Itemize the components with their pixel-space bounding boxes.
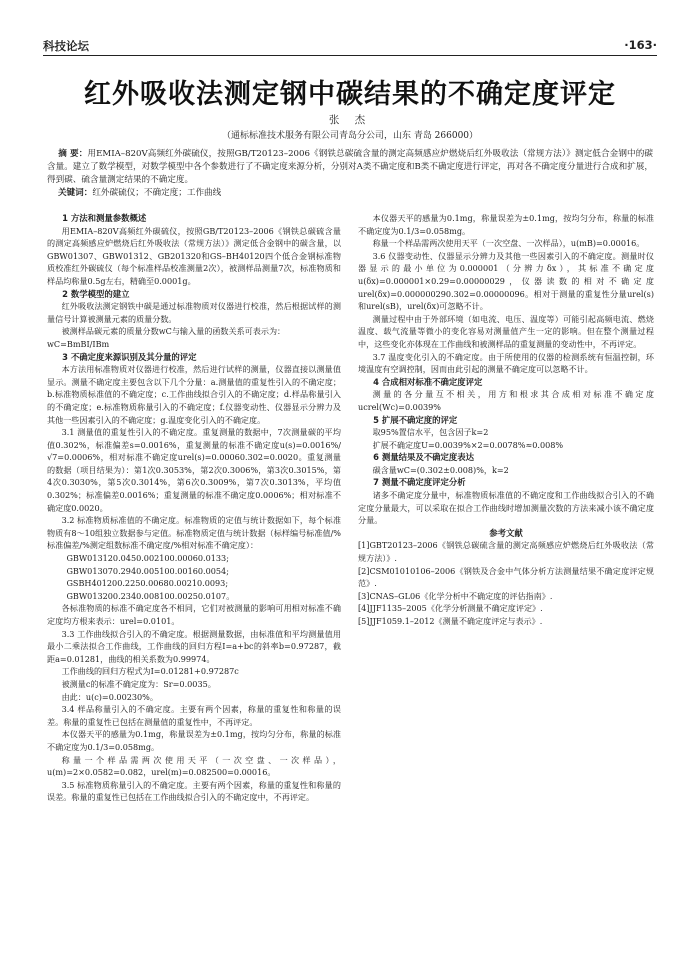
body-paragraph: 3.5 标准物质称量引入的不确定度。主要有两个因素，称量的重复性和称量的误差。称量的重复性已包括在工作曲线拟合引入的不确定度中，不再评定。 xyxy=(47,779,341,803)
running-head xyxy=(43,36,657,54)
article-author: 张 杰 xyxy=(328,114,372,126)
reference-item: [3]CNAS–GL06《化学分析中不确定度的评估指南》. xyxy=(358,590,553,601)
abstract-block xyxy=(47,148,653,200)
data-line: GSBH401200.2250.00680.00210.0093; xyxy=(66,578,229,589)
references-heading: 参考文献 xyxy=(489,527,523,538)
body-paragraph: 称量一个样品需两次使用天平（一次空盘、一次样品），u(mB)=0.00016。 xyxy=(372,238,645,249)
abstract-label: 摘 要： xyxy=(58,149,88,159)
body-paragraph: 各标准物质的标准不确定度各不相同，它们对被测量的影响可用相对标准不确定度均方根来表示：urel=0.0101。 xyxy=(47,603,341,626)
right-column xyxy=(358,212,654,628)
journal-name: 科技论坛 xyxy=(43,39,89,53)
body-paragraph: 被测量c的标准不确定度为：Sr=0.0035。 xyxy=(61,678,216,689)
body-paragraph: 由此：u(c)=0.00230%。 xyxy=(61,691,158,702)
data-line: GBW013200.2340.008100.00250.0107。 xyxy=(66,590,235,601)
section-heading: 3 不确定度来源识别及其分量的评定 xyxy=(62,351,197,362)
body-paragraph: 扩展不确定度U=0.0039%×2=0.0078%≈0.008% xyxy=(372,439,564,450)
reference-item: [2]CSM01010106–2006《钢铁及合金中气体分析方法测量结果不确定度评定规范》. xyxy=(358,565,654,589)
data-line: GBW013070.2940.005100.00160.0054; xyxy=(66,565,229,576)
body-paragraph: 诸多不确定度分量中，标准物质标准值的不确定度和工作曲线拟合引入的不确定度分量最大，可以采取在拟合工作曲线时增加测量次数的方法来减小该不确定度分量。 xyxy=(358,490,654,526)
left-column xyxy=(47,212,341,804)
body-paragraph: 本仪器天平的感量为0.1mg，称量误差为±0.1mg，按均匀分布，称量的标准不确定度为0.1/3=0.058mg。 xyxy=(358,213,654,236)
body-paragraph: 3.2 标准物质标准值的不确定度。标准物质的定值与统计数据如下，每个标准物质有8～10组独立数据参与定值。标准物质定值与统计数据（标样编号标准值/%标准偏差/%测定组数标准不确定度/%相对标准不确定度）： xyxy=(47,515,341,551)
body-paragraph: 工作曲线的回归方程式为I=0.01281+0.97287c xyxy=(61,666,239,677)
article-title: 红外吸收法测定钢中碳结果的不确定度评定 xyxy=(84,79,616,110)
body-paragraph: 本仪器天平的感量为0.1mg，称量误差为±0.1mg，按均匀分布，称量的标准不确定度为0.1/3=0.058mg。 xyxy=(47,729,341,752)
data-line: GBW013120.0450.002100.00060.0133; xyxy=(66,553,229,564)
reference-item: [5]JJF1059.1–2012《测量不确定度评定与表示》. xyxy=(358,616,543,626)
section-heading: 4 合成相对标准不确定度评定 xyxy=(373,376,483,387)
section-heading: 1 方法和测量参数概述 xyxy=(62,213,147,223)
section-heading: 2 数学模型的建立 xyxy=(62,288,130,299)
reference-item: [4]JJF1135–2005《化学分析测量不确定度评定》. xyxy=(358,603,543,614)
section-heading: 7 测量不确定度评定分析 xyxy=(373,477,466,488)
body-paragraph: 红外吸收法测定钢铁中碳是通过标准物质对仪器进行校准，然后根据试样的测量信号计算被测量元素的质量分数。 xyxy=(47,301,341,324)
body-paragraph: 3.1 测量值的重复性引入的不确定度。重复测量的数据中，7次测量碳的平均值0.302%，标准偏差s=0.0016%，重复测量的标准不确定度u(s)=0.0016%/√7=0.0006%，相对标准不确定度urel(s)=0.00060.302=0.0020。重复测量的数据（项目结果为）：第1次0.3053%，第2次0.3006%，第3次0.3015%，第4次0.3030%，第5次0.3014%，第6次0.3009%，第7次0.3013%，平均值0.302%；标准偏差0.0016%；重复测量的标准不确定度0.0006%；相对标准不确定度0.0020。 xyxy=(47,427,341,513)
author-affiliation: （通标标准技术服务有限公司青岛分公司，山东 青岛 266000） xyxy=(221,131,479,141)
body-paragraph: 测量过程中由于外部环境（如电流、电压、温度等）可能引起高频电流、燃烧温度、载气流量等微小的变化容易对测量值产生一定的影响。但在整个测量过程中，这些变化亦体现在工作曲线和被测样品的重复测量的变动性中，不再评定。 xyxy=(358,313,654,349)
section-heading: 5 扩展不确定度的评定 xyxy=(373,414,458,425)
page-number: ·163· xyxy=(624,38,657,52)
reference-item: [1]GBT20123–2006《钢铁总碳硫含量的测定高频感应炉燃烧后红外吸收法（常规方法）》. xyxy=(358,540,654,564)
body-paragraph: 碳含量wC=(0.302±0.008)%，k=2 xyxy=(372,464,509,475)
header-rule xyxy=(43,55,657,56)
abstract-text: 用EMIA–820V高频红外碳硫仪，按照GB/T20123–2006《钢铁总碳硫含量的测定高频感应炉燃烧后红外吸收法（常规方法）》测定低合金钢中的碳含量。建立了数学模型，对数学模型中各个参数进行了不确定度来源分析，分别对A类不确定度和B类不确定度进行评定，再对各不确定度分量进行合成和扩展，得到碳、硫含量测定结果的不确定度。 xyxy=(47,149,653,185)
body-paragraph: 3.4 样品称量引入的不确定度。主要有两个因素，称量的重复性和称量的误差。称量的重复性已包括在测量值的重复性中，不再评定。 xyxy=(47,704,341,727)
body-paragraph: 3.7 温度变化引入的不确定度。由于所使用的仪器的检测系统有恒温控制，环境温度有空调控制，因而由此引起的测量不确定度可以忽略不计。 xyxy=(358,351,654,375)
body-paragraph: 测量的各分量互不相关，用方和根求其合成相对标准不确定度ucrel(Wc)=0.0039% xyxy=(358,389,654,412)
body-paragraph: 被测样品碳元素的质量分数wC与输入量的函数关系可表示为： xyxy=(61,326,286,337)
body-paragraph: 称量一个样品需两次使用天平（一次空盘、一次样品），u(m)=2×0.0582=0.082，urel(m)=0.082500=0.00016。 xyxy=(47,754,341,778)
keywords-text: 红外碳硫仪；不确定度；工作曲线 xyxy=(92,188,222,198)
body-paragraph: 3.3 工作曲线拟合引入的不确定度。根据测量数据，由标准值和平均测量值用最小二乘法拟合工作曲线，工作曲线的回归方程I=a+bc的斜率b=0.97287，截距a=0.01281，曲线的相关系数为0.99974。 xyxy=(47,628,341,664)
body-paragraph: 用EMIA–820V高频红外碳硫仪，按照GB/T20123–2006《钢铁总碳硫含量的测定高频感应炉燃烧后红外吸收法（常规方法）》测定低合金钢中的碳含量，以GBW01307、GBW01312、GB201320和GS–BH40120四个低合金钢标准物质校准红外碳硫仪（每个标准样品校准测量2次），被测样品测量7次，标准物质和样品均称量0.5g左右，精确至0.0001g。 xyxy=(47,225,341,286)
body-paragraph: 3.6 仪器变动性、仪器显示分辨力及其他一些因素引入的不确定度。测量时仪器显示的最小单位为0.000001（分辨力δx），其标准不确定度u(δx)=0.000001×0.29=0.00000029，仪器读数的相对不确定度urel(δx)=0.000000290.302=0.00000096。相对于测量的重复性分量urel(s)和urel(sB)，urel(δx)可忽略不计。 xyxy=(358,250,654,312)
keywords-label: 关键词： xyxy=(57,188,93,198)
section-heading: 6 测量结果及不确定度表达 xyxy=(373,452,474,463)
body-paragraph: 本方法用标准物质对仪器进行校准，然后进行试样的测量，仪器直接以测量值显示。测量不确定度主要包含以下几个分量：a.测量值的重复性引入的不确定度；b.标准物质标准值的不确定度；c.工作曲线拟合引入的不确定度；d.样品称量引入的不确定度；e.标准物质称量引入的不确定度；f.仪器变动性、仪器显示分辨力及其他一些因素引入的不确定度；g.温度变化引入的不确定度。 xyxy=(47,364,341,425)
body-paragraph: 取95%置信水平，包含因子k=2 xyxy=(372,427,489,438)
keywords-paragraph xyxy=(47,187,653,200)
equation-line: wC=BmBI/IBm xyxy=(47,338,110,349)
abstract-paragraph xyxy=(47,148,653,187)
